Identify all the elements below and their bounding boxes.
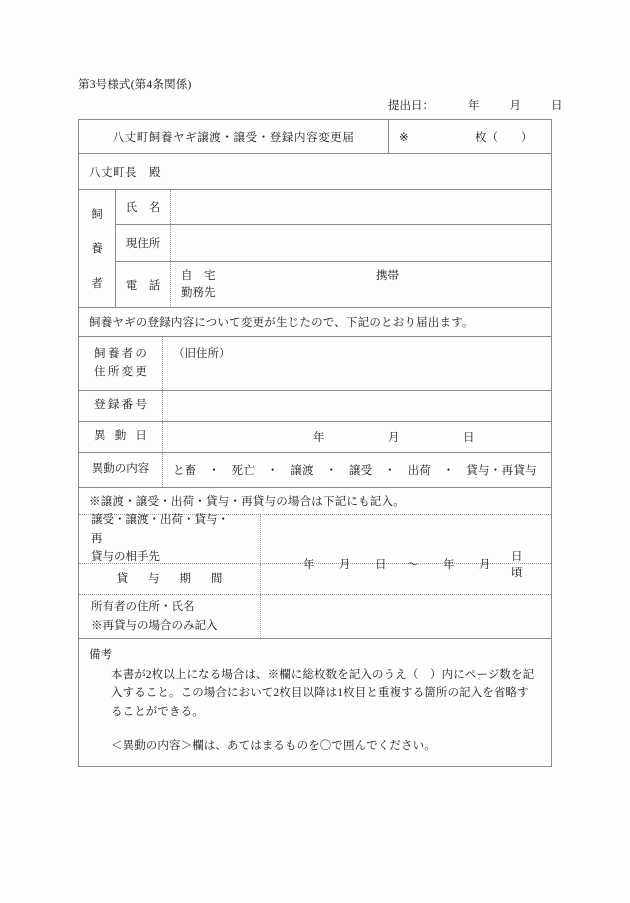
owner-info-row <box>79 595 551 639</box>
sheets-mark: ※ <box>399 131 409 144</box>
owner-info-label <box>79 595 261 638</box>
registration-number-row <box>79 391 551 422</box>
change-content-row <box>79 453 551 488</box>
owner-info-label-line1: 所有者の住所・氏名 <box>91 601 195 614</box>
counterparty-label-line1: 譲受・譲渡・出荷・貸与・ 再 <box>91 514 241 545</box>
option-separator-2: ・ <box>266 465 279 477</box>
change-date-day: 日 <box>463 432 475 444</box>
keeper-name-label: 氏 名 <box>116 190 171 224</box>
submission-date-year: 年 <box>468 100 480 112</box>
keeper-vertical-char-3: 者 <box>91 277 103 290</box>
change-content-label <box>79 453 163 487</box>
counterparty-label <box>79 515 261 563</box>
lending-period-day-1: 日 <box>375 559 387 571</box>
owner-info-label-line2: ※再貸与の場合のみ記入 <box>91 619 218 632</box>
keeper-section <box>79 190 551 308</box>
keeper-name-row <box>116 190 551 225</box>
registration-number-value[interactable] <box>163 391 551 421</box>
option-separator-4: ・ <box>384 465 396 477</box>
keeper-address-row <box>116 225 551 262</box>
submission-date-day: 日 <box>551 100 563 112</box>
lending-period-tilde: 〜 <box>407 559 419 571</box>
title-row <box>79 120 551 154</box>
keeper-phone-value[interactable] <box>171 262 551 307</box>
keeper-vertical-char-2: 養 <box>91 243 103 256</box>
change-date-value[interactable] <box>163 422 551 452</box>
option-shipment[interactable]: 出荷 <box>407 465 432 477</box>
statement-row <box>79 308 551 337</box>
submission-date-month: 月 <box>509 100 521 112</box>
address-change-label <box>79 337 163 390</box>
lending-period-day-2: 日頃 <box>511 551 523 579</box>
keeper-address-value[interactable] <box>171 225 551 261</box>
form-title: 八丈町飼養ヤギ譲渡・譲受・登録内容変更届 <box>79 120 389 153</box>
change-date-year: 年 <box>313 432 325 444</box>
change-date-row <box>79 422 551 453</box>
submission-date-label: 提出日： <box>388 100 434 112</box>
option-separator-3: ・ <box>325 465 338 477</box>
registration-number-label-text: 登録番号 <box>94 399 147 412</box>
change-date-month: 月 <box>388 432 400 444</box>
remarks-title: 備考 <box>89 649 112 661</box>
statement-text: 飼養ヤギの登録内容について変更が生じたので、下記のとおり届出ます。 <box>89 317 474 329</box>
keeper-phone-home-label: 自 宅 <box>181 269 216 282</box>
option-separator-5: ・ <box>442 465 455 477</box>
option-death[interactable]: 死亡 <box>231 465 256 477</box>
addressee: 八丈町長 殿 <box>89 166 161 179</box>
keeper-vertical-label <box>79 190 116 307</box>
keeper-phone-work-label: 勤務先 <box>181 286 216 299</box>
option-separator-1: ・ <box>208 465 221 477</box>
address-change-label-line1: 飼養者の <box>94 348 147 361</box>
address-change-row <box>79 337 551 391</box>
lending-period-month-2: 月 <box>479 559 491 571</box>
lending-period-value[interactable] <box>261 551 551 594</box>
counterparty-label-line2: 貸与の相手先 <box>91 551 160 564</box>
remarks-section <box>79 639 551 766</box>
keeper-phone-label: 電 話 <box>116 262 171 307</box>
change-content-label-text: 異動の内容 <box>91 463 150 476</box>
registration-number-label <box>79 391 163 421</box>
address-change-label-line2: 住所変更 <box>94 365 147 378</box>
remarks-paragraph-1: 本書が2枚以上になる場合は、※欄に総枚数を記入のうえ（ ）内にページ数を記入すること。この場合において2枚目以降は1枚目と重複する箇所の記入を省略することができる。 <box>111 668 535 718</box>
lending-period-label-text: 貸与期間 <box>116 572 223 585</box>
option-transfer-out[interactable]: 譲渡 <box>290 465 314 477</box>
sheets-cell[interactable] <box>389 120 551 153</box>
option-slaughter[interactable]: と畜 <box>173 465 197 477</box>
sheets-count-label: 枚（ ） <box>475 131 533 144</box>
keeper-rows <box>116 190 551 307</box>
keeper-name-value[interactable] <box>171 190 551 224</box>
lending-period-label <box>79 564 261 594</box>
remarks-paragraph-2: ＜異動の内容＞欄は、あてはまるものを〇で囲んでください。 <box>111 739 436 752</box>
sub-note-text: ※譲渡・譲受・出荷・貸与・再貸与の場合は下記にも記入。 <box>89 496 405 508</box>
submission-date <box>388 97 563 113</box>
lending-period-year-1: 年 <box>303 559 315 571</box>
lending-period-month-1: 月 <box>339 559 351 571</box>
lending-period-year-2: 年 <box>443 559 455 571</box>
change-content-options[interactable] <box>163 453 551 487</box>
option-transfer-in[interactable]: 譲受 <box>348 465 373 477</box>
keeper-address-label: 現住所 <box>116 225 171 261</box>
keeper-vertical-char-1: 飼 <box>91 209 103 222</box>
address-change-value[interactable]: （旧住所） <box>173 348 231 360</box>
keeper-phone-mobile-label: 携帯 <box>376 269 399 282</box>
owner-info-value[interactable] <box>261 595 551 638</box>
change-date-label-text: 異動日 <box>94 430 147 443</box>
form-table <box>78 119 552 767</box>
keeper-phone-row <box>116 262 551 307</box>
option-lending[interactable]: 貸与・再貸与 <box>466 465 538 477</box>
form-code: 第3号様式(第4条関係) <box>78 79 192 91</box>
addressee-row <box>79 154 551 190</box>
change-date-label <box>79 422 163 452</box>
